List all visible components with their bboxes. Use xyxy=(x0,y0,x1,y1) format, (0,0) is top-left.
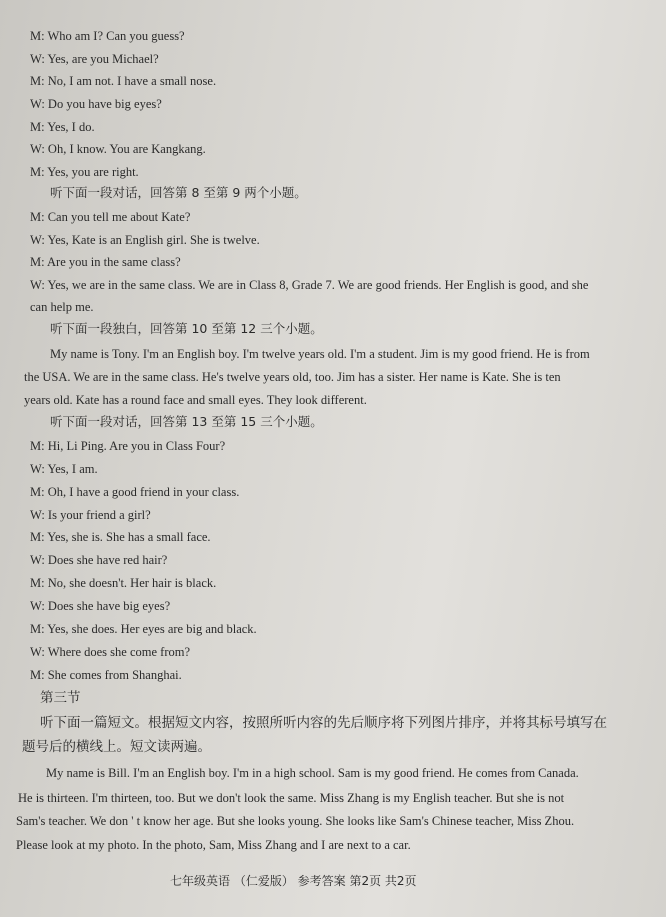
dialog-line: W: Is your friend a girl? xyxy=(30,508,151,522)
dialog-line: W: Where does she come from? xyxy=(30,645,191,659)
dialog-line: M: Yes, you are right. xyxy=(30,165,139,179)
dialog-line: W: Does she have big eyes? xyxy=(30,599,171,613)
monologue-line: My name is Tony. I'm an English boy. I'm twelve years old. I'm a student. Jim is my good friend. He is from xyxy=(50,347,590,361)
dialog-line: can help me. xyxy=(30,300,94,314)
dialog-line: W: Oh, I know. You are Kangkang. xyxy=(30,142,206,156)
dialog-line: M: Are you in the same class? xyxy=(30,255,181,269)
dialog-line: M: No, she doesn't. Her hair is black. xyxy=(30,576,217,590)
dialog-line: W: Yes, are you Michael? xyxy=(30,52,159,66)
dialog-line: W: Yes, Kate is an English girl. She is twelve. xyxy=(30,233,260,247)
dialog-line: M: No, I am not. I have a small nose. xyxy=(30,74,217,88)
passage-line: Sam's teacher. We don ' t know her age. But she looks young. She looks like Sam's Chinese teacher, Miss Zhou. xyxy=(16,814,575,828)
dialog-line: M: Can you tell me about Kate? xyxy=(30,210,191,224)
dialog-line: W: Does she have red hair? xyxy=(30,553,168,567)
instruction-10-12: 听下面一段独白，回答第 10 至第 12 三个小题。 xyxy=(50,321,323,336)
section-heading: 第三节 xyxy=(40,690,81,706)
dialog-line: W: Do you have big eyes? xyxy=(30,97,162,111)
dialog-line: M: Who am I? Can you guess? xyxy=(30,29,185,43)
monologue-line: years old. Kate has a round face and small eyes. They look different. xyxy=(24,393,367,407)
dialog-line: M: Yes, I do. xyxy=(30,120,95,134)
section-instruction: 题号后的横线上。短文读两遍。 xyxy=(22,739,211,755)
passage-line: My name is Bill. I'm an English boy. I'm in a high school. Sam is my good friend. He comes from Canada. xyxy=(46,766,579,780)
dialog-line: W: Yes, we are in the same class. We are in Class 8, Grade 7. We are good friends. Her English is good, and she xyxy=(30,278,589,292)
section-instruction: 听下面一篇短文。根据短文内容，按照所听内容的先后顺序将下列图片排序，并将其标号填写在 xyxy=(40,715,607,731)
dialog-line: M: Yes, she does. Her eyes are big and black. xyxy=(30,622,257,636)
instruction-8-9: 听下面一段对话，回答第 8 至第 9 两个小题。 xyxy=(50,185,307,200)
dialog-line: W: Yes, I am. xyxy=(30,462,98,476)
dialog-line: M: Yes, she is. She has a small face. xyxy=(30,530,211,544)
monologue-line: the USA. We are in the same class. He's twelve years old, too. Jim has a sister. Her name is Kate. She is ten xyxy=(24,370,561,384)
dialog-line: M: Hi, Li Ping. Are you in Class Four? xyxy=(30,439,226,453)
passage-line: He is thirteen. I'm thirteen, too. But we don't look the same. Miss Zhang is my English teacher. But she is not xyxy=(18,791,565,805)
page-footer: 七年级英语 （仁爱版） 参考答案 第2页 共2页 xyxy=(170,874,417,888)
dialog-line: M: She comes from Shanghai. xyxy=(30,668,182,682)
dialog-line: M: Oh, I have a good friend in your class. xyxy=(30,485,240,499)
passage-line: Please look at my photo. In the photo, Sam, Miss Zhang and I are next to a car. xyxy=(16,838,411,852)
instruction-13-15: 听下面一段对话，回答第 13 至第 15 三个小题。 xyxy=(50,414,323,429)
